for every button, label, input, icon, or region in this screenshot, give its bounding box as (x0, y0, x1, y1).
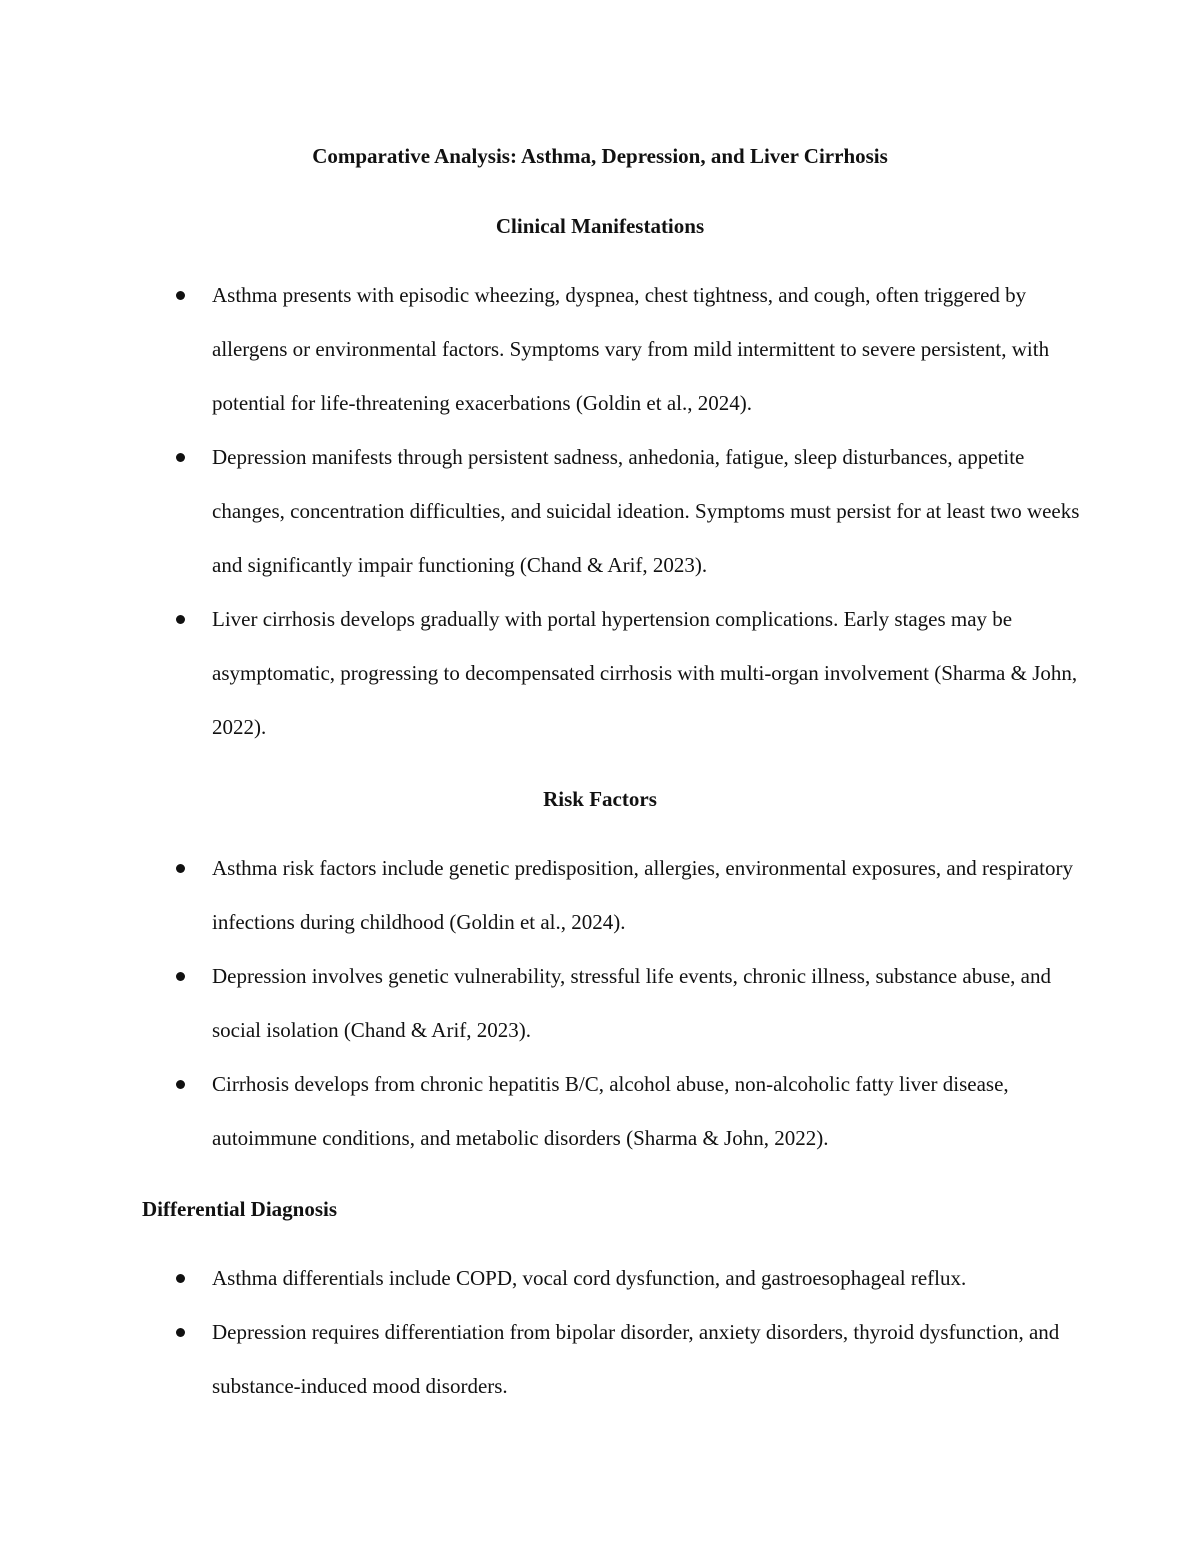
list-item-text: Asthma presents with episodic wheezing, dyspnea, chest tightness, and cough, often triggered by allergens or environmental factors. Symptoms vary from mild intermittent to severe persistent, with potential for life-threatening exacerbations (Goldin et al., 2024). (212, 283, 1050, 415)
list-item-text: Liver cirrhosis develops gradually with portal hypertension complications. Early stages may be asymptomatic, progressing to decompensated cirrhosis with multi-organ involvement (Sharma & John, 2022). (212, 607, 1078, 739)
list-item-text: Depression requires differentiation from bipolar disorder, anxiety disorders, thyroid dysfunction, and substance-induced mood disorders. (212, 1320, 1060, 1398)
bullet-icon (176, 291, 185, 300)
bullet-icon (176, 615, 185, 624)
section-heading-clinical-manifestations: Clinical Manifestations (495, 214, 705, 238)
document-title: Comparative Analysis: Asthma, Depression, and Liver Cirrhosis (312, 144, 888, 168)
list-item-text: Asthma risk factors include genetic predisposition, allergies, environmental exposures, and respiratory infections during childhood (Goldin et al., 2024). (212, 856, 1073, 934)
list-item (0, 1251, 1200, 1305)
differential-diagnosis-list (0, 1251, 1200, 1413)
list-item (0, 949, 1200, 1057)
bullet-icon (176, 1274, 185, 1283)
list-item (0, 1305, 1200, 1413)
section-heading-risk-factors: Risk Factors (543, 787, 657, 811)
list-item (0, 592, 1200, 754)
bullet-icon (176, 864, 185, 873)
bullet-icon (176, 972, 185, 981)
list-item-text: Depression involves genetic vulnerability, stressful life events, chronic illness, substance abuse, and social isolation (Chand & Arif, 2023). (212, 964, 1052, 1042)
bullet-icon (176, 1080, 185, 1089)
list-item (0, 430, 1200, 592)
list-item-text: Asthma differentials include COPD, vocal cord dysfunction, and gastroesophageal reflux. (212, 1266, 967, 1290)
list-item (0, 1057, 1200, 1165)
clinical-manifestations-list (0, 268, 1200, 754)
list-item (0, 841, 1200, 949)
list-item (0, 268, 1200, 430)
list-item-text: Depression manifests through persistent sadness, anhedonia, fatigue, sleep disturbances, appetite changes, concentration difficulties, and suicidal ideation. Symptoms must persist for at least two weeks and significantly impair functioning (Chand & Arif, 2023). (212, 445, 1080, 577)
section-heading-differential-diagnosis: Differential Diagnosis (142, 1197, 338, 1221)
bullet-icon (176, 453, 185, 462)
list-item-text: Cirrhosis develops from chronic hepatitis B/C, alcohol abuse, non-alcoholic fatty liver disease, autoimmune conditions, and metabolic disorders (Sharma & John, 2022). (212, 1072, 1009, 1150)
risk-factors-list (0, 841, 1200, 1165)
bullet-icon (176, 1328, 185, 1337)
